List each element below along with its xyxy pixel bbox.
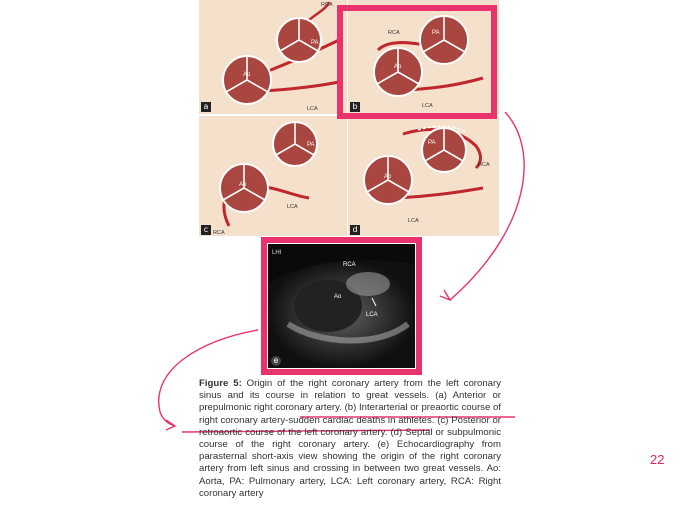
pa-label-b: PA — [432, 30, 440, 36]
figure-caption — [199, 378, 501, 500]
rca-label-e: RCA — [343, 262, 356, 268]
lhi-label: LHI — [272, 250, 282, 256]
lca-label-d: LCA — [408, 218, 419, 224]
ao-label-a: Ao — [243, 72, 251, 78]
lca-label-b: LCA — [422, 103, 433, 109]
lca-label-a: LCA — [307, 106, 318, 112]
panel-label-d: d — [350, 225, 360, 235]
pa-label-a: PA — [311, 40, 319, 46]
rca-label-c: RCA — [213, 230, 225, 236]
highlight-box-e — [264, 240, 419, 372]
highlight-box-b — [340, 8, 494, 116]
panel-label-a: a — [201, 102, 211, 112]
ao-label-b: Ao — [394, 64, 402, 70]
rca-label-b: RCA — [388, 30, 400, 36]
caption-text-a: Origin of the right coronary artery from the left coronary sinus and its course in relation to great vessels. (a) Anterior or prepulmonic right coronary artery. — [199, 378, 501, 414]
page-number: 22 — [650, 452, 665, 467]
ao-label-c: Ao — [239, 182, 247, 188]
rca-label-a: RCA — [321, 2, 333, 8]
panel-label-b: b — [350, 102, 360, 112]
ao-label-e: Ao — [334, 294, 342, 300]
caption-text-b: (b) Interarterial or preaortic course of right coronary artery-sudden cardiac deaths in athletes. — [199, 402, 501, 426]
ao-label-d: Ao — [384, 174, 392, 180]
arrowhead-b-to-e — [440, 290, 450, 300]
pa-label-c: PA — [307, 142, 315, 148]
panel-label-c: c — [201, 225, 211, 235]
rca-label-d: RCA — [478, 162, 490, 168]
lca-label-e: LCA — [366, 312, 378, 318]
pa-label-d: PA — [428, 140, 436, 146]
lca-label-c: LCA — [287, 204, 298, 210]
panel-label-e: e — [271, 356, 281, 366]
caption-title: Figure 5: — [199, 378, 242, 389]
caption-text-c: (c) Posterior or retroaortic course of the left coronary artery. (d) Septal or subpulmonic course of the right coronary artery. (e) Echocardiography from parasternal short-axis view showing the origin of the right coronary artery from left sinus and crossing in between two great vessels. Ao: Aorta, PA: Pulmonary artery, LCA: Left coronary artery, RCA: Right coronary artery — [199, 414, 502, 499]
arrow-b-to-e — [450, 112, 524, 300]
